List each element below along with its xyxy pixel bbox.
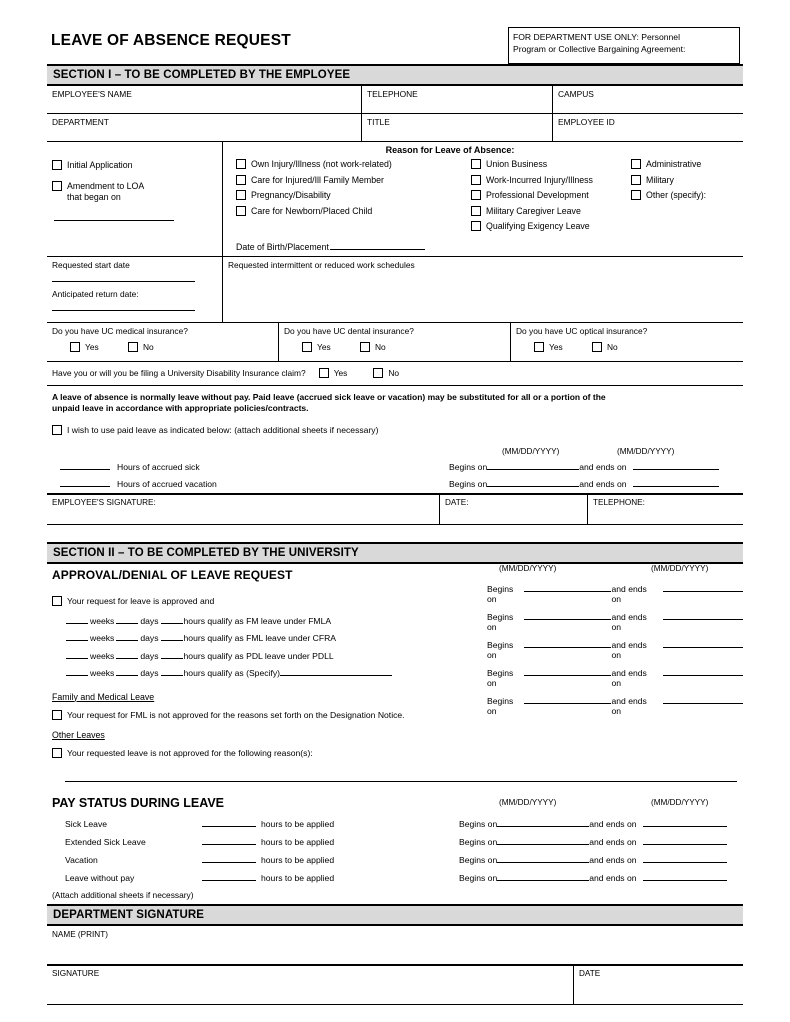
and-ends-on-label: and ends on — [579, 478, 627, 489]
mmddyyyy-label: (MM/DD/YYYY) — [617, 446, 675, 456]
employee-signature-strip — [47, 493, 743, 525]
dept-use-line-1: FOR DEPARTMENT USE ONLY: Personnel — [513, 32, 680, 42]
checkbox-military[interactable] — [631, 175, 741, 186]
yes-label: Yes — [333, 367, 348, 378]
dob-input-blank[interactable] — [330, 238, 425, 250]
ends-on-blank[interactable] — [633, 475, 719, 487]
checkbox-union-business[interactable] — [471, 159, 631, 170]
ends-on-blank[interactable] — [643, 851, 727, 863]
days-label: days — [140, 668, 159, 678]
checkbox-icon[interactable] — [319, 368, 329, 378]
ends-on-blank[interactable] — [663, 580, 743, 592]
begins-on-label: Begins on — [449, 461, 488, 472]
reason-label: Other (specify): — [646, 190, 707, 200]
hours-blank[interactable] — [161, 664, 183, 676]
form-page — [47, 0, 743, 1005]
title-field[interactable] — [362, 114, 553, 141]
checkbox-care-family[interactable] — [236, 175, 471, 186]
reason-label: Pregnancy/Disability — [251, 190, 331, 200]
begins-on-label: Begins on — [449, 478, 488, 489]
optical-insurance-cell — [511, 323, 743, 361]
checkbox-icon[interactable] — [70, 342, 80, 352]
disability-no-option[interactable] — [373, 368, 399, 378]
date-label: DATE — [579, 968, 601, 978]
checkbox-icon[interactable] — [360, 342, 370, 352]
checkbox-icon[interactable] — [236, 175, 246, 185]
medical-no-option[interactable] — [128, 342, 154, 352]
reason-for-leave-block — [47, 142, 743, 257]
hours-applied-label: hours to be applied — [261, 872, 335, 883]
accrued-sick-row — [47, 458, 743, 472]
paid-leave-note — [47, 386, 743, 415]
accrued-vacation-label: Hours of accrued vacation — [117, 478, 217, 489]
department-use-only-box — [508, 27, 740, 64]
department-signature-date-field[interactable] — [574, 966, 743, 1004]
checkbox-icon[interactable] — [52, 596, 62, 606]
begins-on-label: Begins on — [459, 818, 498, 829]
telephone-field[interactable] — [362, 86, 553, 113]
employee-name-field[interactable] — [47, 86, 362, 113]
reason-column-1 — [223, 159, 471, 237]
denial-reason-blank[interactable] — [65, 780, 737, 782]
application-type-column — [47, 142, 223, 256]
checkbox-icon[interactable] — [631, 175, 641, 185]
begins-on-blank[interactable] — [487, 458, 579, 470]
employee-id-field[interactable] — [553, 114, 743, 141]
begins-on-label: Begins on — [487, 583, 514, 604]
checkbox-leave-not-approved[interactable] — [47, 740, 743, 758]
checkbox-icon[interactable] — [52, 425, 62, 435]
checkbox-icon[interactable] — [52, 160, 62, 170]
employee-signature-date-field[interactable] — [440, 495, 588, 524]
hours-blank[interactable] — [161, 629, 183, 641]
employee-name-label: EMPLOYEE'S NAME — [52, 89, 132, 99]
days-blank[interactable] — [116, 612, 138, 624]
approval-mmddyyyy-headers — [487, 564, 743, 573]
campus-field[interactable] — [553, 86, 743, 113]
checkbox-icon[interactable] — [471, 221, 481, 231]
date-label: DATE: — [445, 497, 469, 507]
accrued-vacation-hours-blank[interactable] — [60, 475, 110, 487]
pay-status-mmddyyyy-headers — [487, 798, 743, 807]
pay-row-label: Vacation — [65, 854, 98, 865]
insurance-row — [47, 323, 743, 362]
employee-id-label: EMPLOYEE ID — [558, 117, 615, 127]
telephone-label: TELEPHONE: — [593, 497, 645, 507]
family-medical-leave-heading: Family and Medical Leave — [52, 691, 155, 702]
qualify-label: hours qualify as (Specify) — [183, 668, 280, 678]
and-ends-on-label: and ends on — [611, 667, 647, 688]
mmddyyyy-label: (MM/DD/YYYY) — [651, 797, 709, 807]
weeks-label: weeks — [90, 615, 115, 626]
checkbox-icon[interactable] — [471, 190, 481, 200]
requested-dates-block — [47, 257, 743, 323]
and-ends-on-label: and ends on — [589, 872, 637, 883]
form-header — [47, 0, 743, 64]
disability-claim-label: Have you or will you be filing a University Disability Insurance claim? — [52, 367, 306, 378]
begins-on-label: Begins on — [487, 695, 514, 716]
reason-label: Professional Development — [486, 190, 589, 200]
campus-label: CAMPUS — [558, 89, 594, 99]
begins-on-blank[interactable] — [524, 608, 612, 620]
approval-date-row — [487, 664, 743, 688]
no-label: No — [607, 341, 618, 352]
ends-on-blank[interactable] — [643, 869, 727, 881]
checkbox-icon[interactable] — [471, 206, 481, 216]
begins-on-blank[interactable] — [524, 580, 612, 592]
weeks-label: weeks — [90, 633, 115, 643]
medical-yes-option[interactable] — [70, 342, 128, 352]
no-label: No — [143, 341, 154, 352]
specify-blank[interactable] — [280, 664, 392, 676]
checkbox-icon[interactable] — [236, 159, 246, 169]
days-blank[interactable] — [116, 647, 138, 659]
checkbox-work-incurred[interactable] — [471, 175, 631, 186]
section-1-bar: SECTION I – TO BE COMPLETED BY THE EMPLOYEE — [47, 64, 743, 86]
optical-yes-option[interactable] — [534, 342, 592, 352]
ends-on-blank[interactable] — [633, 458, 719, 470]
checkbox-professional-development[interactable] — [471, 190, 631, 201]
begins-on-blank[interactable] — [524, 692, 612, 704]
qualify-label: hours qualify as PDL leave under PDLL — [183, 650, 334, 661]
intermittent-schedule-label: Requested intermittent or reduced work schedules — [228, 259, 415, 270]
days-label: days — [140, 615, 159, 626]
approval-date-row — [487, 636, 743, 660]
days-label: days — [140, 633, 159, 643]
other-leaves-heading: Other Leaves — [52, 729, 105, 740]
and-ends-on-label: and ends on — [611, 583, 647, 604]
hours-blank[interactable] — [202, 869, 256, 881]
title-label: TITLE — [367, 117, 390, 127]
hours-blank[interactable] — [161, 647, 183, 659]
amendment-date-blank[interactable] — [54, 219, 174, 221]
weeks-label: weeks — [90, 668, 115, 678]
checkbox-icon[interactable] — [52, 710, 62, 720]
anticipated-return-date-label: Anticipated return date: — [52, 288, 139, 299]
name-print-label: NAME (PRINT) — [52, 929, 108, 939]
hours-blank[interactable] — [202, 815, 256, 827]
qualify-row-specify — [47, 664, 487, 678]
pay-row-leave-without-pay — [47, 869, 743, 883]
signature-label: SIGNATURE — [52, 968, 100, 978]
intermittent-schedule-field[interactable] — [223, 257, 743, 322]
dob-label: Date of Birth/Placement — [236, 241, 329, 252]
dental-no-option[interactable] — [360, 342, 386, 352]
reason-column-3 — [631, 159, 741, 237]
amendment-label-line-1: Amendment to LOA — [67, 181, 145, 191]
attach-sheets-note: (Attach additional sheets if necessary) — [52, 889, 194, 900]
accrued-mmddyyyy-headers — [47, 435, 743, 456]
reason-label: Military Caregiver Leave — [486, 205, 581, 216]
anticipated-return-date-blank[interactable] — [52, 309, 195, 311]
qualify-row-cfra — [47, 629, 487, 643]
and-ends-on-label: and ends on — [589, 836, 637, 847]
reason-label: Union Business — [486, 159, 548, 169]
department-signature-field[interactable] — [47, 966, 574, 1004]
hours-blank[interactable] — [202, 833, 256, 845]
approval-date-row — [487, 692, 743, 716]
pay-row-label: Leave without pay — [65, 872, 135, 883]
approval-date-row — [487, 580, 743, 604]
pay-status-block — [47, 796, 743, 904]
pay-row-extended-sick-leave — [47, 833, 743, 847]
medical-insurance-label: Do you have UC medical insurance? — [52, 325, 188, 336]
checkbox-icon[interactable] — [471, 159, 481, 169]
hours-applied-label: hours to be applied — [261, 836, 335, 847]
yes-label: Yes — [549, 341, 563, 352]
medical-insurance-cell — [47, 323, 279, 361]
approval-checkbox-column — [47, 582, 487, 679]
checkbox-request-approved[interactable] — [47, 582, 487, 606]
days-blank[interactable] — [116, 664, 138, 676]
disability-claim-row — [47, 362, 743, 386]
weeks-blank[interactable] — [66, 664, 88, 676]
employee-signature-telephone-field[interactable] — [588, 495, 743, 524]
begins-on-blank[interactable] — [497, 851, 589, 863]
checkbox-icon[interactable] — [631, 159, 641, 169]
reason-label: Administrative — [646, 159, 702, 169]
accrued-hours-block — [47, 456, 743, 489]
no-label: No — [388, 367, 400, 378]
and-ends-on-label: and ends on — [611, 639, 647, 660]
checkbox-icon[interactable] — [592, 342, 602, 352]
checkbox-military-caregiver[interactable] — [471, 206, 631, 217]
reason-label: Care for Newborn/Placed Child — [251, 205, 373, 216]
paid-leave-note-line-1: A leave of absence is normally leave without pay. Paid leave (accrued sick leave or vacation) may be substituted for all or a portion of the — [52, 391, 606, 402]
employee-info-row-2 — [47, 114, 743, 142]
qualify-label: hours qualify as FM leave under FMLA — [183, 615, 332, 626]
reason-label: Military — [646, 174, 674, 185]
ends-on-blank[interactable] — [643, 815, 727, 827]
checkbox-icon[interactable] — [373, 368, 383, 378]
reason-title: Reason for Leave of Absence: — [385, 145, 515, 155]
qualify-row-pdll — [47, 647, 487, 661]
fml-not-approved-label: Your request for FML is not approved for the reasons set forth on the Designation Notice. — [67, 709, 405, 720]
ends-on-blank[interactable] — [663, 692, 743, 704]
checkbox-icon[interactable] — [52, 748, 62, 758]
employee-info-row-1 — [47, 86, 743, 114]
ends-on-blank[interactable] — [663, 608, 743, 620]
accrued-sick-label: Hours of accrued sick — [117, 461, 200, 472]
checkbox-icon[interactable] — [471, 175, 481, 185]
leave-not-approved-label: Your requested leave is not approved for the following reason(s): — [67, 747, 313, 758]
checkbox-own-injury[interactable] — [236, 159, 471, 170]
checkbox-initial-application[interactable] — [52, 160, 222, 171]
checkbox-pregnancy[interactable] — [236, 190, 471, 201]
weeks-blank[interactable] — [66, 647, 88, 659]
begins-on-blank[interactable] — [487, 475, 579, 487]
checkbox-care-newborn[interactable] — [236, 206, 471, 217]
disability-yes-option[interactable] — [319, 368, 348, 378]
begins-on-label: Begins on — [459, 854, 498, 865]
department-field[interactable] — [47, 114, 362, 141]
weeks-blank[interactable] — [66, 629, 88, 641]
and-ends-on-label: and ends on — [589, 818, 637, 829]
mmddyyyy-label: (MM/DD/YYYY) — [499, 797, 557, 807]
requested-start-date-label: Requested start date — [52, 259, 130, 270]
begins-on-blank[interactable] — [497, 833, 589, 845]
begins-on-label: Begins on — [487, 611, 514, 632]
checkbox-icon[interactable] — [236, 206, 246, 216]
optical-no-option[interactable] — [592, 342, 618, 352]
pay-row-vacation — [47, 851, 743, 865]
mmddyyyy-label: (MM/DD/YYYY) — [651, 563, 709, 573]
dental-yes-option[interactable] — [302, 342, 360, 352]
checkbox-icon[interactable] — [236, 190, 246, 200]
dept-use-line-2: Program or Collective Bargaining Agreement: — [513, 43, 686, 54]
page-title: LEAVE OF ABSENCE REQUEST — [51, 32, 291, 49]
approval-date-row — [487, 608, 743, 632]
begins-on-label: Begins on — [459, 836, 498, 847]
accrued-vacation-row — [47, 475, 743, 489]
begins-on-label: Begins on — [487, 667, 514, 688]
pay-row-label: Sick Leave — [65, 818, 108, 829]
yes-label: Yes — [85, 341, 99, 352]
and-ends-on-label: and ends on — [579, 461, 627, 472]
approval-denial-heading: APPROVAL/DENIAL OF LEAVE REQUEST — [52, 567, 293, 582]
checkbox-icon[interactable] — [128, 342, 138, 352]
reason-label: Care for Injured/Ill Family Member — [251, 174, 384, 185]
accrued-sick-hours-blank[interactable] — [60, 458, 110, 470]
begins-on-blank[interactable] — [497, 815, 589, 827]
hours-blank[interactable] — [161, 612, 183, 624]
days-blank[interactable] — [116, 629, 138, 641]
qualify-label: hours qualify as FML leave under CFRA — [183, 633, 337, 643]
employee-signature-field[interactable] — [47, 495, 440, 524]
wish-paid-leave-label: I wish to use paid leave as indicated below: (attach additional sheets if necessary) — [67, 424, 379, 435]
checkbox-icon[interactable] — [52, 181, 62, 191]
days-label: days — [140, 650, 159, 661]
and-ends-on-label: and ends on — [589, 854, 637, 865]
begins-on-blank[interactable] — [497, 869, 589, 881]
requested-dates-column — [47, 257, 223, 322]
reason-column-2 — [471, 159, 631, 237]
begins-on-blank[interactable] — [524, 664, 612, 676]
dental-insurance-label: Do you have UC dental insurance? — [284, 325, 414, 336]
hours-blank[interactable] — [202, 851, 256, 863]
department-label: DEPARTMENT — [52, 117, 109, 127]
mmddyyyy-label: (MM/DD/YYYY) — [502, 446, 560, 456]
ends-on-blank[interactable] — [643, 833, 727, 845]
and-ends-on-label: and ends on — [611, 611, 647, 632]
reason-label: Qualifying Exigency Leave — [486, 221, 590, 231]
section-2-bar: SECTION II – TO BE COMPLETED BY THE UNIVERSITY — [47, 542, 743, 564]
weeks-label: weeks — [90, 650, 115, 661]
hours-applied-label: hours to be applied — [261, 818, 335, 829]
paid-leave-note-line-2: unpaid leave in accordance with appropriate policies/contracts. — [52, 403, 309, 413]
ends-on-blank[interactable] — [663, 664, 743, 676]
requested-start-date-blank[interactable] — [52, 280, 195, 282]
pay-row-sick-leave — [47, 815, 743, 829]
pay-row-label: Extended Sick Leave — [65, 836, 146, 847]
dental-insurance-cell — [279, 323, 511, 361]
begins-on-label: Begins on — [459, 872, 498, 883]
optical-insurance-label: Do you have UC optical insurance? — [516, 325, 648, 336]
qualify-row-fmla — [47, 612, 487, 626]
amendment-label-line-2: that began on — [67, 192, 121, 202]
reason-label: Work-Incurred Injury/Illness — [486, 174, 593, 185]
checkbox-administrative[interactable] — [631, 159, 741, 170]
pay-status-heading: PAY STATUS DURING LEAVE — [52, 795, 225, 810]
telephone-label: TELEPHONE — [367, 89, 418, 99]
checkbox-qualifying-exigency[interactable] — [471, 221, 631, 232]
weeks-blank[interactable] — [66, 612, 88, 624]
no-label: No — [375, 341, 386, 352]
hours-applied-label: hours to be applied — [261, 854, 335, 865]
checkbox-icon[interactable] — [302, 342, 312, 352]
mmddyyyy-label: (MM/DD/YYYY) — [499, 563, 557, 573]
checkbox-icon[interactable] — [631, 190, 641, 200]
request-approved-label: Your request for leave is approved and — [67, 595, 215, 606]
department-signature-strip — [47, 964, 743, 1005]
department-signature-bar: DEPARTMENT SIGNATURE — [47, 904, 743, 926]
date-of-birth-placement-row — [223, 238, 743, 252]
checkbox-amendment-to-loa[interactable] — [52, 181, 222, 203]
approval-dates-column — [487, 564, 743, 716]
checkbox-wish-paid-leave[interactable] — [47, 415, 743, 435]
begins-on-blank[interactable] — [524, 636, 612, 648]
ends-on-blank[interactable] — [663, 636, 743, 648]
and-ends-on-label: and ends on — [611, 695, 647, 716]
begins-on-label: Begins on — [487, 639, 514, 660]
employee-signature-label: EMPLOYEE'S SIGNATURE: — [52, 497, 156, 507]
name-print-field[interactable] — [47, 926, 743, 964]
initial-application-label: Initial Application — [67, 160, 133, 170]
checkbox-other-specify[interactable] — [631, 190, 741, 201]
reason-label: Own Injury/Illness (not work-related) — [251, 159, 392, 169]
reason-options-column — [223, 142, 743, 256]
checkbox-icon[interactable] — [534, 342, 544, 352]
yes-label: Yes — [317, 341, 331, 352]
